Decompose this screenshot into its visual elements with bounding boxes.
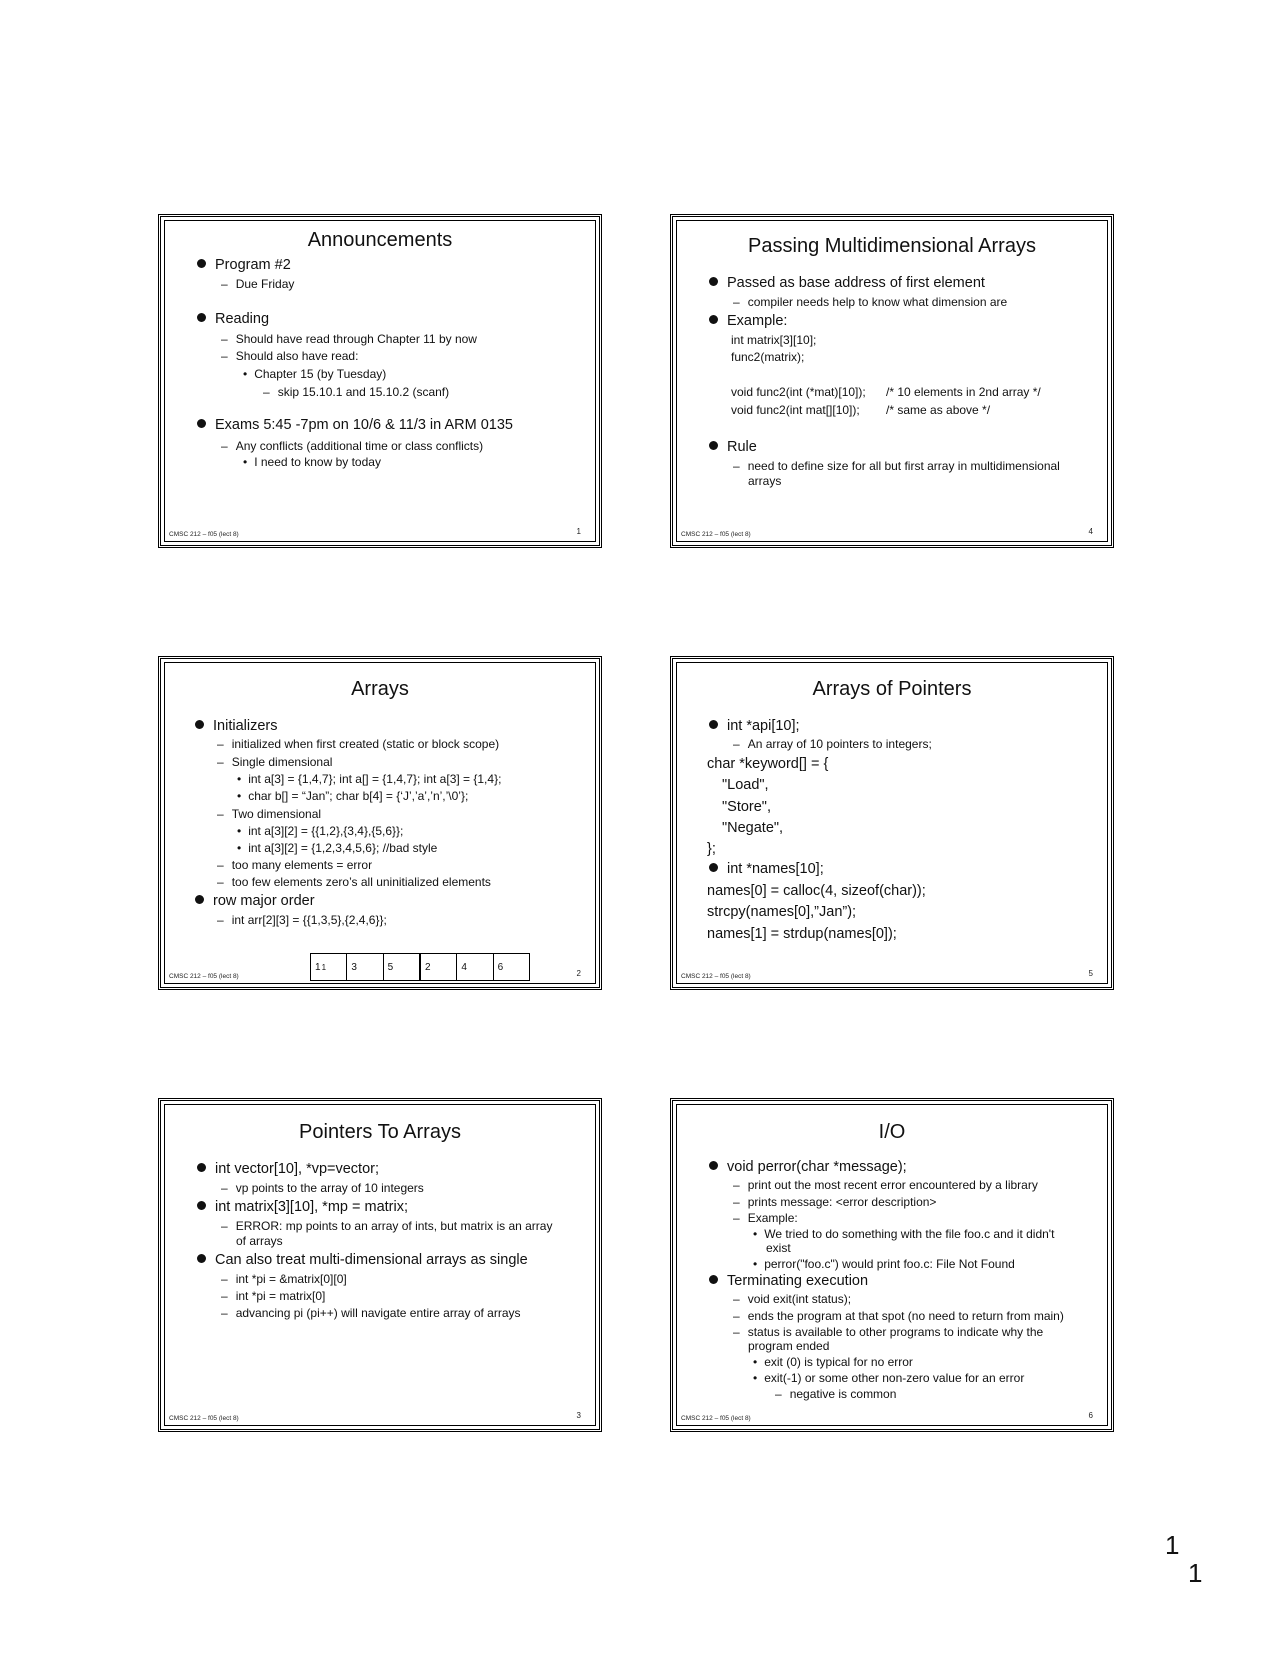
sub-line: – ERROR: mp points to an array of ints, but matrix is an array: [221, 1219, 553, 1233]
slide-footer: CMSC 212 – f05 (lect 8): [681, 1415, 751, 1422]
slide-frame: [164, 220, 596, 542]
bullet-icon: [709, 1275, 718, 1284]
sub-line: – vp points to the array of 10 integers: [221, 1181, 424, 1195]
slide-number: 6: [1088, 1411, 1093, 1420]
bullet-icon: [709, 863, 718, 872]
bullet-icon: [197, 313, 206, 322]
memory-cell: 4: [457, 954, 493, 980]
bullet-icon: [709, 441, 718, 450]
sub-line-continued: of arrays: [236, 1234, 283, 1248]
slide-number: 2: [576, 969, 581, 978]
slide-frame: [164, 1104, 596, 1426]
bullet-line: int matrix[3][10], *mp = matrix;: [197, 1199, 408, 1215]
sub-line: – Any conflicts (additional time or class conflicts): [221, 439, 484, 453]
bullet-icon: [197, 1254, 206, 1263]
slide-arrays-of-pointers: [670, 656, 1114, 990]
sub-line: – Should have read through Chapter 11 by now: [221, 332, 477, 346]
sub-sub-line: • int a[3][2] = {{1,2},{3,4},{5,6}};: [237, 824, 404, 838]
slide-title: Pointers To Arrays: [299, 1121, 461, 1143]
code-line: void func2(int (*mat)[10]);: [731, 385, 866, 399]
bullet-icon: [195, 895, 204, 904]
sub-line: – int arr[2][3] = {{1,3,5},{2,4,6}};: [217, 913, 387, 927]
slide-frame: [676, 220, 1108, 542]
code-line: names[1] = strdup(names[0]);: [707, 926, 897, 942]
sub-line: – void exit(int status);: [733, 1292, 852, 1306]
bullet-line: Passed as base address of first element: [709, 275, 985, 291]
slide-frame: [164, 662, 596, 984]
bullet-line: row major order: [195, 893, 315, 909]
sub-line: – print out the most recent error encountered by a library: [733, 1178, 1038, 1192]
sub-line: – Example:: [733, 1211, 798, 1225]
bullet-line: int *names[10];: [709, 861, 824, 877]
code-line: strcpy(names[0],”Jan”);: [707, 904, 857, 920]
slide-title: Arrays: [351, 678, 409, 700]
sub-sub-line: • I need to know by today: [243, 455, 381, 469]
sub-line-continued: program ended: [748, 1339, 830, 1353]
page-number-secondary: 1: [1188, 1558, 1203, 1588]
sub-line: – Two dimensional: [217, 807, 322, 821]
bullet-icon: [709, 720, 718, 729]
slide-pointers-to-arrays: [158, 1098, 602, 1432]
slide-title: Arrays of Pointers: [812, 678, 972, 700]
bullet-icon: [197, 259, 206, 268]
slide-arrays: [158, 656, 602, 990]
bullet-line: Terminating execution: [709, 1273, 868, 1289]
slide-title: I/O: [878, 1121, 906, 1143]
code-line: void func2(int mat[][10]);: [731, 403, 860, 417]
slide-title: Announcements: [307, 229, 453, 251]
bullet-icon: [197, 1163, 206, 1172]
slide-io: [670, 1098, 1114, 1432]
slide-announcements: [158, 214, 602, 548]
code-line: "Store",: [722, 799, 771, 815]
bullet-line: void perror(char *message);: [709, 1159, 907, 1175]
code-comment: /* 10 elements in 2nd array */: [886, 385, 1041, 399]
sub-line-continued: arrays: [748, 474, 782, 488]
bullet-icon: [709, 1161, 718, 1170]
slide-passing-multidimensional-arrays: [670, 214, 1114, 548]
sub-line: – int *pi = &matrix[0][0]: [221, 1272, 347, 1286]
slide-title: Passing Multidimensional Arrays: [748, 235, 1036, 257]
code-line: "Load",: [722, 777, 769, 793]
row-major-memory-diagram: [310, 953, 530, 981]
memory-cell: 2: [421, 954, 457, 980]
slide-number: 1: [576, 527, 581, 536]
sub-line: – status is available to other programs to indicate why the: [733, 1325, 1044, 1339]
bullet-line: Exams 5:45 -7pm on 10/6 & 11/3 in ARM 0135: [197, 417, 513, 433]
slide-footer: CMSC 212 – f05 (lect 8): [681, 531, 751, 538]
sub-line: – int *pi = matrix[0]: [221, 1289, 326, 1303]
bullet-icon: [709, 315, 718, 324]
sub-sub-line: • exit (0) is typical for no error: [753, 1355, 913, 1369]
sub-sub-line-continued: exist: [766, 1241, 791, 1255]
bullet-line: Initializers: [195, 718, 277, 734]
bullet-line: Reading: [197, 311, 269, 327]
bullet-line: Rule: [709, 439, 757, 455]
slide-number: 3: [576, 1411, 581, 1420]
bullet-line: Can also treat multi-dimensional arrays as single: [197, 1252, 528, 1268]
sub-line: – advancing pi (pi++) will navigate entire array of arrays: [221, 1306, 521, 1320]
code-line: char *keyword[] = {: [707, 756, 829, 772]
memory-cell: 5: [384, 954, 421, 980]
sub-line: – Single dimensional: [217, 755, 333, 769]
sub-sub-line: • perror("foo.c") would print foo.c: File Not Found: [753, 1257, 1015, 1271]
bullet-line: Program #2: [197, 257, 291, 273]
sub-line: – ends the program at that spot (no need to return from main): [733, 1309, 1064, 1323]
slide-footer: CMSC 212 – f05 (lect 8): [169, 973, 239, 980]
code-line: names[0] = calloc(4, sizeof(char));: [707, 883, 926, 899]
sub-sub-line: • We tried to do something with the file foo.c and it didn't: [753, 1227, 1055, 1241]
slide-footer: CMSC 212 – f05 (lect 8): [169, 1415, 239, 1422]
code-line: int matrix[3][10];: [731, 333, 817, 347]
sub-sub-line: • Chapter 15 (by Tuesday): [243, 367, 387, 381]
slide-number: 5: [1088, 969, 1093, 978]
code-line: func2(matrix);: [731, 350, 805, 364]
slide-frame: [676, 1104, 1108, 1426]
bullet-line: int vector[10], *vp=vector;: [197, 1161, 379, 1177]
sub-line: – compiler needs help to know what dimension are: [733, 295, 1008, 309]
sub-line: – too many elements = error: [217, 858, 373, 872]
bullet-icon: [195, 720, 204, 729]
slide-footer: CMSC 212 – f05 (lect 8): [681, 973, 751, 980]
code-line: };: [707, 841, 716, 857]
bullet-icon: [709, 277, 718, 286]
bullet-line: Example:: [709, 313, 787, 329]
sub-line: – Should also have read:: [221, 349, 359, 363]
sub-sub-line: • char b[] = “Jan”; char b[4] = {‘J’,’a’,’n’,’\0’};: [237, 789, 469, 803]
sub-sub-line: • int a[3][2] = {1,2,3,4,5,6}; //bad style: [237, 841, 438, 855]
sub-line: – need to define size for all but first array in multidimensional: [733, 459, 1060, 473]
sub-line: – prints message: <error description>: [733, 1195, 937, 1209]
sub-line: – initialized when first created (static or block scope): [217, 737, 500, 751]
page-number: 1: [1165, 1530, 1180, 1560]
sub-line: – Due Friday: [221, 277, 295, 291]
sub-sub-line: • int a[3] = {1,4,7}; int a[] = {1,4,7}; int a[3] = {1,4};: [237, 772, 502, 786]
bullet-icon: [197, 419, 206, 428]
code-line: "Negate",: [722, 820, 784, 836]
sub-sub-sub-line: – skip 15.10.1 and 15.10.2 (scanf): [263, 385, 450, 399]
slide-footer: CMSC 212 – f05 (lect 8): [169, 531, 239, 538]
memory-cell: 1 1: [311, 954, 347, 980]
sub-sub-line: • exit(-1) or some other non-zero value for an error: [753, 1371, 1025, 1385]
memory-cell: 6: [497, 961, 504, 973]
slide-number: 4: [1088, 527, 1093, 536]
bullet-icon: [197, 1201, 206, 1210]
slide-frame: [676, 662, 1108, 984]
sub-sub-sub-line: – negative is common: [775, 1387, 897, 1401]
code-comment: /* same as above */: [886, 403, 991, 417]
sub-line: – An array of 10 pointers to integers;: [733, 737, 932, 751]
sub-line: – too few elements zero’s all uninitialized elements: [217, 875, 491, 889]
bullet-line: int *api[10];: [709, 718, 800, 734]
memory-cell: 3: [347, 954, 383, 980]
